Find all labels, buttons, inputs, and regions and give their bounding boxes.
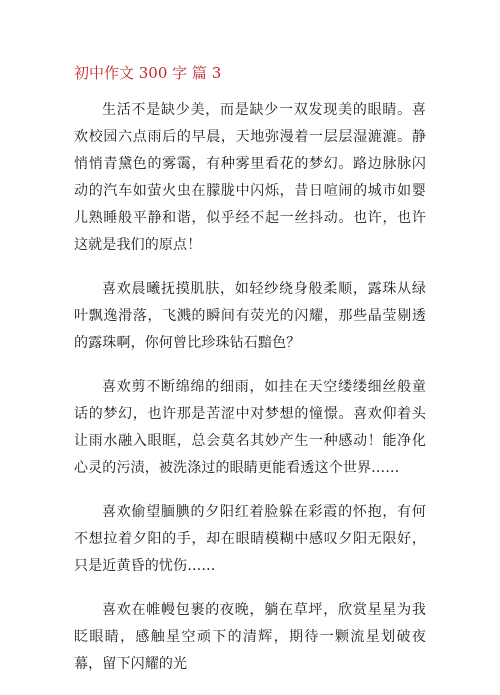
paragraph: 生活不是缺少美，而是缺少一双发现美的眼睛。喜欢校园六点雨后的早晨，天地弥漫着一层层湿漉漉。静悄悄青黛色的雾霭，有种雾里看花的梦幻。路边脉脉闪动的汽车如萤火虫在朦胧中闪烁，昔日喧闹的城市如婴儿熟睡般平静和谐，似乎经不起一丝抖动。也许，也许这就是我们的原点！ [74, 102, 426, 253]
paragraph: 喜欢在帷幔包裹的夜晚，躺在草坪，欣赏星星为我眨眼睛，感触星空顽下的清辉，期待一颗流星划破夜幕，留下闪耀的光 [74, 602, 426, 672]
paragraph: 喜欢晨曦抚摸肌肤，如轻纱绕身般柔顺，露珠从绿叶飘逸滑落，飞溅的瞬间有荧光的闪耀，那些晶莹剔透的露珠啊，你何曾比珍珠钻石黯色？ [74, 281, 426, 351]
document-body [74, 97, 426, 695]
paragraph: 喜欢偷望腼腆的夕阳红着脸躲在彩霞的怀抱，有何不想拉着夕阳的手，却在眼睛模糊中感叹夕阳无限好，只是近黄昏的忧伤…… [74, 504, 426, 574]
paragraph: 喜欢剪不断绵绵的细雨，如挂在天空缕缕细丝般童话的梦幻，也许那是苦涩中对梦想的憧憬。喜欢仰着头让雨水融入眼眶，总会莫名其妙产生一种感动！能净化心灵的污渍，被洗涤过的眼睛更能看透这个世界…… [74, 379, 426, 476]
document-title: 初中作文 300 字 篇 3 [74, 64, 222, 82]
